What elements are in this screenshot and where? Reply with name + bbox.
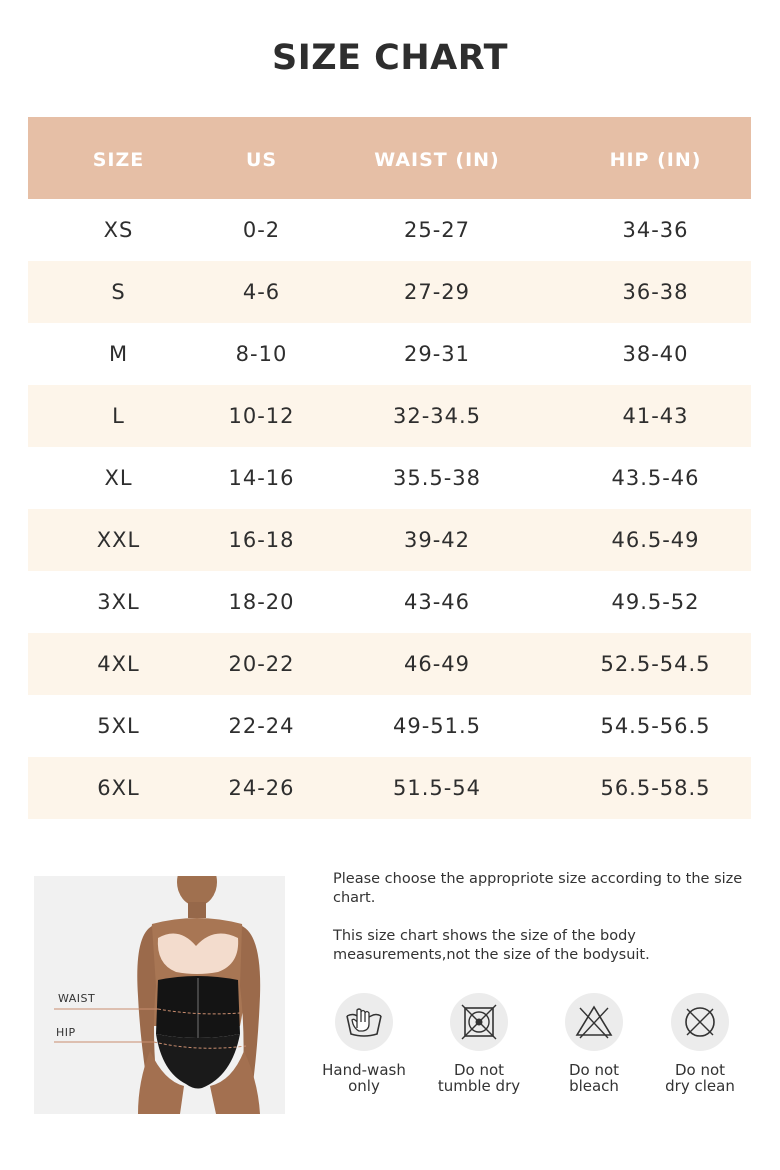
- size-notes: [333, 870, 753, 984]
- cell-size: XL: [104, 466, 133, 490]
- cell-us: 4-6: [242, 280, 281, 304]
- cell-size: XXL: [96, 528, 141, 552]
- care-no-bleach: [539, 993, 649, 1094]
- cell-hip: 36-38: [622, 280, 689, 304]
- cell-size: XS: [103, 218, 134, 242]
- cell-waist: 25-27: [403, 218, 471, 242]
- cell-hip: 52.5-54.5: [600, 652, 711, 676]
- cell-us: 10-12: [228, 404, 295, 428]
- cell-hip: 46.5-49: [611, 528, 700, 552]
- table-row: [28, 261, 751, 323]
- cell-us: 0-2: [242, 218, 281, 242]
- cell-us: 18-20: [228, 590, 295, 614]
- care-no-dry-clean: [645, 993, 755, 1094]
- cell-us: 22-24: [228, 714, 295, 738]
- cell-size: M: [108, 342, 129, 366]
- cell-size: S: [111, 280, 126, 304]
- table-row: [28, 323, 751, 385]
- care-label: Hand-wash only: [322, 1061, 406, 1095]
- cell-size: 4XL: [97, 652, 140, 676]
- cell-waist: 49-51.5: [392, 714, 482, 738]
- header-hip: HIP (IN): [609, 149, 702, 171]
- cell-hip: 49.5-52: [611, 590, 700, 614]
- table-row: [28, 571, 751, 633]
- note-body-measurements: This size chart shows the size of the body measurements,not the size of the bodysuit.: [333, 928, 650, 963]
- cell-hip: 41-43: [622, 404, 689, 428]
- cell-size: 5XL: [97, 714, 140, 738]
- cell-waist: 43-46: [403, 590, 471, 614]
- table-row: [28, 447, 751, 509]
- model-figure: [34, 876, 285, 1114]
- care-hand-wash: [309, 993, 419, 1094]
- cell-waist: 32-34.5: [392, 404, 482, 428]
- cell-waist: 35.5-38: [392, 466, 482, 490]
- cell-waist: 27-29: [403, 280, 471, 304]
- cell-us: 20-22: [228, 652, 295, 676]
- size-table: [28, 117, 751, 819]
- no-bleach-icon: [565, 993, 623, 1051]
- header-waist: WAIST (IN): [374, 149, 500, 171]
- page-title: SIZE CHART: [271, 38, 509, 78]
- hand-wash-icon: [335, 993, 393, 1051]
- no-tumble-dry-icon: [450, 993, 508, 1051]
- cell-size: 3XL: [97, 590, 140, 614]
- cell-hip: 56.5-58.5: [600, 776, 711, 800]
- hip-label: HIP: [56, 1026, 76, 1039]
- table-row: [28, 695, 751, 757]
- table-header: [28, 117, 751, 199]
- table-row: [28, 757, 751, 819]
- table-row: [28, 509, 751, 571]
- waist-label: WAIST: [58, 992, 96, 1005]
- care-no-tumble-dry: [424, 993, 534, 1094]
- cell-waist: 51.5-54: [392, 776, 482, 800]
- cell-size: 6XL: [97, 776, 140, 800]
- header-us: US: [245, 149, 278, 171]
- care-label: Do not tumble dry: [437, 1061, 521, 1095]
- cell-hip: 43.5-46: [611, 466, 700, 490]
- cell-us: 16-18: [228, 528, 295, 552]
- cell-hip: 34-36: [622, 218, 689, 242]
- cell-hip: 54.5-56.5: [600, 714, 711, 738]
- note-choose-size: Please choose the appropriote size according to the size chart.: [333, 871, 743, 906]
- cell-waist: 46-49: [403, 652, 471, 676]
- cell-waist: 29-31: [403, 342, 471, 366]
- no-dry-clean-icon: [671, 993, 729, 1051]
- table-row: [28, 633, 751, 695]
- cell-us: 8-10: [235, 342, 288, 366]
- cell-size: L: [112, 404, 125, 428]
- table-row: [28, 385, 751, 447]
- header-size: SIZE: [92, 149, 145, 171]
- cell-us: 24-26: [228, 776, 295, 800]
- cell-hip: 38-40: [622, 342, 689, 366]
- table-row: [28, 199, 751, 261]
- cell-waist: 39-42: [403, 528, 471, 552]
- care-label: Do not bleach: [568, 1061, 620, 1095]
- cell-us: 14-16: [228, 466, 295, 490]
- care-label: Do not dry clean: [665, 1061, 735, 1095]
